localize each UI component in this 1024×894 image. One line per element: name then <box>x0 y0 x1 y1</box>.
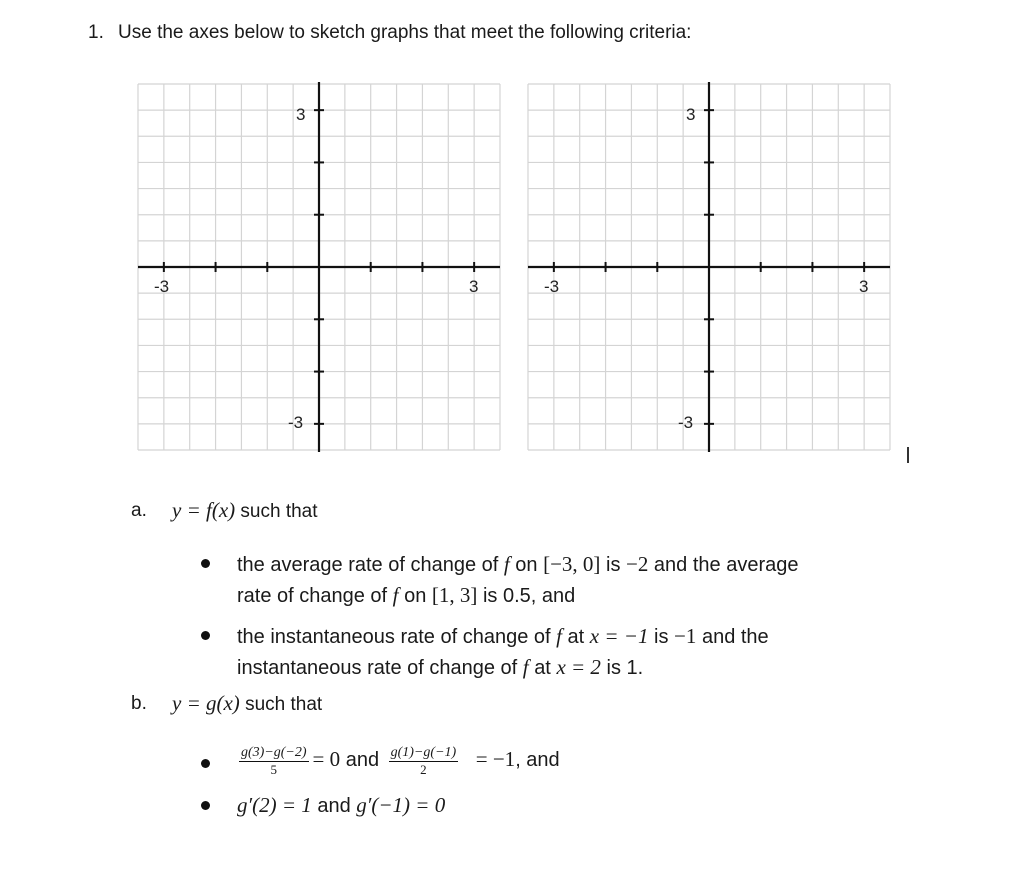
part-a-bullet-1 <box>237 549 798 611</box>
part-b-such-that: such that <box>245 694 323 715</box>
y-neg-label: -3 <box>678 413 694 432</box>
part-b-bullet-2: g′(2) = 1 and g′(−1) = 0 <box>237 793 446 817</box>
bullet-icon <box>201 759 210 768</box>
left-axes[interactable] <box>136 82 502 452</box>
question-prompt <box>88 22 691 44</box>
x-neg-label: -3 <box>544 277 560 296</box>
question-text: Use the axes below to sketch graphs that meet the following criteria: <box>118 22 692 43</box>
right-axes-grid <box>526 82 892 452</box>
part-a-bullet-2 <box>237 621 769 683</box>
question-number: 1. <box>88 22 104 43</box>
left-axes-grid <box>136 82 502 452</box>
text-cursor-icon <box>907 447 909 463</box>
part-b-label: b. <box>131 693 147 714</box>
fraction-2: $\frac{g(1)-g(-1)}{2}$ <box>390 744 457 777</box>
part-a-bullet-2-line-2: instantaneous rate of change of f at x = 2 is 1. <box>237 655 644 679</box>
part-a-bullet-2-line-1: the instantaneous rate of change of f at x = −1 is −1 and the <box>237 624 769 648</box>
x-pos-label: 3 <box>859 277 869 296</box>
y-pos-label: 3 <box>296 105 306 124</box>
part-a-heading <box>172 498 318 523</box>
fraction-1: $\frac{g(3)-g(-2)}{5}$ <box>241 744 307 777</box>
part-a-such-that: such that <box>240 501 318 522</box>
part-b-heading <box>172 691 322 716</box>
part-a-function: y = f(x) <box>172 498 236 522</box>
right-axes[interactable] <box>526 82 892 452</box>
part-a-bullet-1-line-2: rate of change of f on [1, 3] is 0.5, and <box>237 583 576 607</box>
part-a-label: a. <box>131 500 147 521</box>
part-b-function: y = g(x) <box>172 691 240 715</box>
bullet-icon <box>201 631 210 640</box>
y-pos-label: 3 <box>686 105 696 124</box>
bullet-icon <box>201 801 210 810</box>
y-neg-label: -3 <box>288 413 304 432</box>
x-neg-label: -3 <box>154 277 170 296</box>
bullet-icon <box>201 559 210 568</box>
part-b-bullet-1: $\frac{g(3)-g(-2)}{5}$ = 0 and $\frac{g(1)-g(-1)}{2}$ = −1, and <box>241 744 560 777</box>
x-pos-label: 3 <box>469 277 479 296</box>
part-a-bullet-1-line-1: the average rate of change of f on [−3, 0] is −2 and the average <box>237 552 799 576</box>
